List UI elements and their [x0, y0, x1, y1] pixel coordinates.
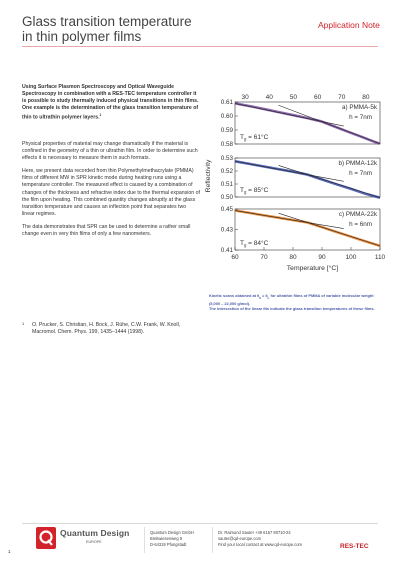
footer-divider — [22, 523, 378, 524]
reference-number: 1 — [22, 321, 25, 326]
title-line-2: in thin polymer films — [22, 29, 142, 44]
intro-footnote-mark: 1 — [99, 113, 102, 118]
body-paragraph-3: The data demonstrates that SPR can be used to determine a rather small change even in very thin films of only a few nanometers. — [22, 223, 191, 238]
page-number: 1 — [8, 549, 11, 554]
linear-fit-line — [235, 103, 344, 126]
top-axis-tick-label: 50 — [289, 94, 298, 101]
x-axis-label: Temperature [°C] — [286, 265, 339, 272]
address-line-3: D-64319 Pfungstadt — [150, 542, 187, 548]
x-tick-label: 100 — [345, 254, 357, 261]
address-line-1: Quantum Design GmbH — [150, 530, 194, 535]
panel-label: b) PMMA-12k — [338, 160, 377, 167]
panel-label: a) PMMA-5k — [342, 104, 377, 111]
contact-email[interactable]: sauter@qd-europe.com — [218, 536, 262, 542]
restec-logo: RES-TEC — [340, 543, 369, 550]
top-axis-tick-label: 60 — [313, 94, 322, 101]
app-note-label: Application Note — [318, 20, 380, 30]
tg-label: $T_g = 61^\circ C$ — [240, 134, 269, 142]
caption-line-2: The intersection of the linear fits indicate the glass transition temperatures of these films. — [209, 306, 375, 312]
y-tick-label: 0.41 — [220, 247, 233, 255]
footer-separator-1 — [144, 527, 145, 553]
body-paragraph-2: Here, we present data recorded from thin Polymethylmethacrylate (PMMA) films of different MW in SPR kinetic mode during heating runs using a temperature controller. The measured effect is caused by a combination of changes of the thickness and refractive index due to the thermal expansion of the film upon heating. This combined quantity changes abruptly at the glass transition temperature and causes an inflection point that separates two linear regimes. — [22, 168, 200, 217]
body-text — [22, 141, 200, 244]
linear-fit-line — [235, 211, 344, 229]
header-divider — [22, 46, 378, 47]
top-axis-tick-label: 30 — [241, 94, 249, 101]
x-tick-label: 80 — [289, 254, 297, 261]
panel-label: c) PMMA-22k — [338, 211, 377, 218]
contact-line-1: Dr. Raimund Sauter +49 6157 80710-24 — [218, 530, 291, 535]
tg-label: $T_g = 84^\circ C$ — [240, 240, 269, 248]
top-axis-tick-label: 40 — [265, 94, 273, 101]
address-line-2: Breitwiesenweg 9 — [150, 536, 183, 542]
body-paragraph-1: Physical properties of material may change dramatically if the material is confined in the geometry of a thin or ultrathin film. In order to determine such effects it is necessary to measure them in such formats. — [22, 141, 198, 162]
footer-separator-2 — [212, 527, 213, 553]
reflectivity-chart — [200, 90, 390, 305]
thickness-label: h = 6nm — [349, 221, 372, 228]
y-tick-label: 0.43 — [220, 226, 233, 234]
y-tick-label: 0.50 — [220, 194, 233, 202]
caption-line-1: Kinetic scans obtained at $\theta_s = \theta_L$ for ultrathin films of PMMA of variable molecular weight (5,000 – 22,000 g/mol). — [209, 293, 374, 306]
x-tick-label: 90 — [318, 254, 326, 261]
y-tick-label: 0.61 — [220, 99, 233, 107]
linear-fit-line — [235, 161, 344, 181]
y-tick-label: 0.53 — [220, 155, 233, 163]
x-tick-label: 60 — [231, 254, 239, 261]
top-axis-tick-label: 80 — [362, 94, 370, 101]
tg-label: $T_g = 85^\circ C$ — [240, 187, 269, 195]
thickness-label: h = 7nm — [349, 114, 372, 121]
quantum-design-logo-icon — [36, 527, 56, 549]
y-tick-label: 0.52 — [220, 168, 233, 176]
y-tick-label: 0.60 — [220, 113, 233, 121]
linear-fit-line — [279, 105, 381, 143]
y-tick-label: 0.58 — [220, 141, 233, 149]
y-axis-label: Reflectivity — [205, 159, 212, 193]
x-tick-label: 70 — [260, 254, 268, 261]
intro-paragraph — [22, 84, 200, 122]
reference-text: O. Prucker, S. Christian, H. Bock, J. Rühe, C.W. Frank, W. Knoll, Macromol. Chem. Phys. 199, 1435–1444 (1998). — [32, 322, 181, 336]
contact-website[interactable]: Find your local contact at www.qd-europe.com — [218, 542, 302, 548]
title-line-1: Glass transition temperature — [22, 14, 192, 29]
footer-brand: Quantum Design — [60, 528, 130, 538]
figure-caption — [209, 293, 381, 311]
y-tick-label: 0.59 — [220, 127, 233, 135]
footer-contact — [218, 530, 302, 549]
page-title — [22, 14, 222, 44]
footer-brand-sub: EUROPE — [86, 540, 102, 544]
thickness-label: h = 7nm — [349, 170, 372, 177]
chart-svg — [200, 90, 390, 305]
y-tick-label: 0.51 — [220, 181, 233, 189]
footer-address — [150, 530, 194, 549]
y-tick-label: 0.45 — [220, 206, 233, 214]
x-tick-label: 110 — [374, 254, 386, 261]
top-axis-tick-label: 70 — [338, 94, 346, 101]
linear-fit-line — [279, 213, 381, 246]
intro-text: Using Surface Plasmon Spectroscopy and Optical Waveguide Spectroscopy in combination with a RES-TEC temperature controller it is possible to study thermally induced physical transitions in thin films. One example is the determination of the glass transition temperature of thin to ultrathin polymer layers. — [22, 84, 199, 122]
